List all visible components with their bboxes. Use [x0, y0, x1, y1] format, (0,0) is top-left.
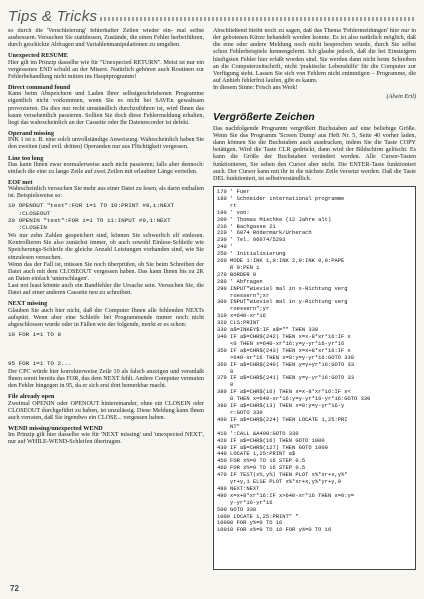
section-title: Tips & Tricks [8, 8, 98, 25]
paragraph: Glauben Sie auch hier nicht, daß der Computer Ihnen alle fehlenden NEXTs aufspürt. Wenn aber eine Schleife bei Programmende immer noch nicht abgeschlossen wurde oder in Fällen wie der folgende, merkt er es schon: [8, 307, 204, 328]
paragraph: so durch die 'Verschleierung' fehlerhafter Zeilen wieder ein- mal selbst ausbessern. Versuchen Sie stattdessen, Zustände, die einen Fehler herbeiführen, durch geschickte Abfragen und Variablenmanipulationen zu umgehen. [8, 28, 204, 49]
subheading: Operand missing [8, 130, 55, 138]
paragraph: Abschließend bleibt noch zu sagen, daß das Thema 'Fehlermeldungen' hier nur in der gebotenen Kürze behandelt werden konnte. Es ist also natürlich möglich, daß die eine oder andere Meldung noch nicht besprochen wurde, durch Sie selbst schon Fehlerbeispiele kennengelernt. Ich glaube jedoch, daß die bei Einsteigern häufigsten Fehler hier erfaßt worden sind. Sie werden dann nicht beim Schreiben an die Computerzeitschrift, nicht 'praktische Lebenshilfe' für die Computer zur Verfügung steht. Lassen Sie sich von Fehlern nicht entmutigen – Programme, die auf Anhieb fehlerfrei laufen, gibt es kaum. [213, 28, 416, 85]
paragraph: Im Prinzip gilt hier dasselbe wie für 'NEXT missing' und 'unexpected NEXT', nur auf WHILE-WEND-Schleifen übertragen. [8, 432, 204, 446]
subheading: WEND missing/unexpected WEND [8, 424, 103, 432]
header-rule [100, 17, 416, 21]
paragraph: Hier gilt im Prinzip dasselbe wie für "Unexpected RETURN". Meist ist nur ein vergessenes END schuld an der Misere. Natürlich gehören auch Routinen zur Fehlerbehandlung nicht mitten ins Hauptprogramm! [8, 59, 204, 80]
right-column [213, 28, 416, 594]
page-header [8, 8, 416, 28]
article-title: Vergrößerte Zeichen [213, 110, 315, 123]
paragraph: Wenn das der Fall ist, müssen Sie noch überprüfen, ob Sie beim Schreiben der Datei auch mit dem CLOSEOUT vergessen haben. Das kann Ihnen bis zu 2K an Daten einfach 'unterschlagen'. [8, 261, 204, 282]
paragraph: Wo nur zehn Zahlen gespeichert sind, können Sie schwerlich elf einlesen. Kontrollieren Sie also zunächst immer, ob auch sowohl Einlese-Schleife wie Speicherungs-Schleife die gleiche Anzahl Leistungen vorhanden sind, wie Sie einzulesen versuchen. [8, 233, 204, 261]
paragraph: Das kann Ihnen zwar normalerweise auch nicht passieren; falls aber dennoch: einfach die eine zu lange Zeile auf zwei Zeilen mit erlaubter Länge verteilen. [8, 161, 204, 175]
left-column [8, 28, 204, 594]
code-snippet: 10 FOR i=1 TO 8 95 FOR i=1 TO 2... [8, 331, 72, 367]
paragraph: Last not least könnte auch ein Bandfehler die Ursache sein. Versuchen Sie, die Datei auf einer anderen Cassette neu zu schreiben. [8, 283, 204, 297]
author-signature: (Alwin Ertl) [386, 94, 416, 101]
subheading: EOF met [8, 178, 33, 186]
code-snippet: 10 OPENOUT "test":FOR i=1 TO 10:PRINT #9,i:NEXT :CLOSEOUT 20 OPENIN "test":FOR i=1 TO 11:INPUT #9,i:NEXT :CLOSEIN [8, 202, 175, 231]
paragraph: Das nachfolgende Programm vergrößert Buchstaben auf eine beliebige Größe. Wenn Sie das Programm 'Screen Dump' aus Heft Nr. 5, Seite 40 vorher laden, dann können Sie die Buchstaben auch ausdrucken, indem Sie die Taste COPY betätigen. Wird die Taste CLR gedrückt, dann wird der Bildschirm gelöscht. Es kann die Größe der Buchstaben verändert werden. Alle Cursor-Tasten funktionieren, Sie sehen den Cursor aber nicht. Die ENTER-Taste funktioniert auch. Der Cursor kann mit ihr in die nächste Zeile versetzt werden. Daß die Taste DEL funktioniert, ist selbstverständlich. [213, 125, 416, 182]
subheading: File already open [8, 393, 55, 401]
subheading: Line too long [8, 154, 44, 162]
paragraph: Wahrscheinlich versuchen Sie mehr aus einer Datei zu lesen, als darin enthalten ist. Beispielsweise so: [8, 186, 204, 200]
program-listing: 170 ' Fuer 180 ' Schneider international programme rt 190 ' von: 200 ' Thomas Mischke (12 Jahre alt) 210 ' Bachgasse 21 220 ' 6074 Rödermark/Urberach 230 ' Tel. 06074/5293 240 ' 250 ' Initialisierung 260 MODE 1:INK 1,0:INK 2,0:INK 0,0:PAPE R 0:PEN 1 270 BORDER 0 280 ' Abfragen 290 INPUT"Wieviel mal in x-Richtung verg roessern";xr 300 INPUT"Wieviel mal in y-Richtung verg roessern";yr 310 x=640-xr*16 320 CLS:PRINT 330 a$=INKEY$:IF a$="" THEN 330 340 IF a$=CHR$(242) THEN x=x-8*xr*16:IF x <0 THEN x=640-xr*16:y=y-yr*16-yr*16 350 IF a$=CHR$(243) THEN x=x+8*xr*16:IF x >640-xr*16 THEN x=0:y=y-yr*16:GOTO 330 360 IF a$=CHR$(240) THEN y=y+yr*16:GOTO 33 0 370 IF a$=CHR$(241) THEN y=y-yr*16:GOTO 33 0 380 IF a$=CHR$(16) THEN x=x-8*xr*16:IF x< 0 THEN x=640-xr*16:y=y-yr*16-yr*16:GOTO 330 390 IF a$=CHR$(13) THEN x=0:y=y-yr*16-y r:GOTO 330 400 IF a$=CHR$(224) THEN LOCATE 1,25:PRI NT" 410 ':CALL &A400:GOTO 330 420 IF a$=CHR$(16) THEN GOTO 1000 430 IF a$=CHR$(127) THEN GOTO 1000 440 LOCATE 1,25:PRINT a$ 450 FOR x%=0 TO 16 STEP 0.5 460 FOR x%=0 TO 16 STEP 0.5 470 IF TEST(x%,y%) THEN PLOT x%*xr+x,y%* yr+y,1 ELSE PLOT x%*xr+x,y%*yr+y,0 480 NEXT:NEXT 490 x=x+8*xr*16:IF x>640-xr*16 THEN x=0:y= y-yr*16-yr*16 500 GOTO 330 1000 LOCATE 1,25:PRINT" " 10000 FOR y%=0 TO 16 10010 FOR x%=0 TO 16 FOR y%=0 TO 16 [213, 186, 416, 570]
paragraph: Kann beim Abspeichern und Laden Ihrer selbstgeschriebenen Programme eigentlich nicht vorkommen, wenn Sie es nicht bei SAVEn gewaltsam provozieren. Da dies nur recht umständlich durchzuführen ist, wird Ihnen das kaum versehentlich passieren. Sollten Sie doch diese Fehlermeldung erhalten, liegt das wahrscheinlich an der Cassette oder Ihr Datenrecorder ist defekt. [8, 91, 204, 126]
subheading: Unexpected RESUME [8, 52, 68, 60]
paragraph: INK 1 ist z. B. eine solch unvollständige Anweisung. Wahrscheinlich haben Sie den zweiten (und evtl. dritten) Operanden nur aus Flüchtigkeit vergessen. [8, 137, 204, 151]
paragraph: In diesem Sinne: Frisch ans Werk! [213, 85, 298, 92]
subheading: Direct command found [8, 84, 71, 92]
paragraph: Der CPC würde hier korrekterweise Zeile 10 als falsch anzeigen und veranlaßt Ihnen somit bereits das FOR, das dem NEXT fehlt. Andere Computer vermuten den Fehler hingegen in 95, da er sich erst dort bemerkbar macht. [8, 368, 204, 390]
subheading: NEXT missing [8, 300, 48, 308]
page-number: 72 [10, 584, 19, 593]
paragraph: Zweimal OPENIN oder OPENOUT hintereinander, ohne ein CLOSEIN oder CLOSEOUT durchgeführt zu haben, ist unzulässig. Diese Meldung kann Ihnen auch verraten, daß Sie irgendwo ein CLOSE... vergessen haben. [8, 400, 204, 421]
